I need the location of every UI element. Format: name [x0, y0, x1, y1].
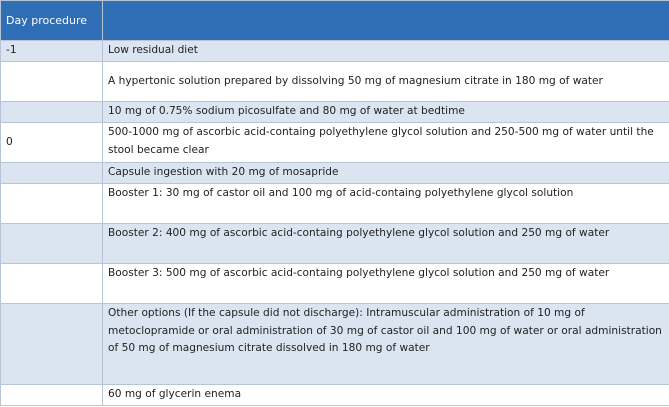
day-cell	[1, 184, 103, 224]
day-cell: -1	[1, 41, 103, 62]
table-row	[1, 41, 669, 62]
day-cell	[1, 264, 103, 304]
procedure-cell: A hypertonic solution prepared by dissolving 50 mg of magnesium citrate in 180 mg of water	[103, 62, 669, 102]
table-row	[1, 62, 669, 102]
header-row	[1, 1, 669, 41]
procedure-cell: Booster 1: 30 mg of castor oil and 100 mg of acid-containg polyethylene glycol solution	[103, 184, 669, 224]
day-cell	[1, 224, 103, 264]
day-cell	[1, 62, 103, 102]
procedure-cell: 60 mg of glycerin enema	[103, 385, 669, 406]
procedure-cell: Capsule ingestion with 20 mg of mosapride	[103, 163, 669, 184]
header-description	[103, 1, 669, 41]
procedure-cell: 500-1000 mg of ascorbic acid-containg polyethylene glycol solution and 250-500 mg of water until the stool became clear	[103, 123, 669, 163]
procedure-cell: Other options (If the capsule did not discharge): Intramuscular administration of 10 mg of metoclopramide or oral administration of 30 mg of castor oil and 100 mg of water or oral administration of 50 mg of magnesium citrate dissolved in 180 mg of water	[103, 304, 669, 385]
procedure-cell: Booster 3: 500 mg of ascorbic acid-containg polyethylene glycol solution and 250 mg of water	[103, 264, 669, 304]
day-cell	[1, 385, 103, 406]
table-row	[1, 163, 669, 184]
table-row	[1, 102, 669, 123]
day-cell: 0	[1, 123, 103, 163]
table-row	[1, 304, 669, 385]
table-row	[1, 123, 669, 163]
header-day-procedure: Day procedure	[1, 1, 103, 41]
procedure-cell: Low residual diet	[103, 41, 669, 62]
table-row	[1, 385, 669, 406]
day-cell	[1, 102, 103, 123]
day-cell	[1, 163, 103, 184]
table-row	[1, 264, 669, 304]
table-row	[1, 224, 669, 264]
procedure-cell: 10 mg of 0.75% sodium picosulfate and 80 mg of water at bedtime	[103, 102, 669, 123]
table-row	[1, 184, 669, 224]
day-cell	[1, 304, 103, 385]
procedure-cell: Booster 2: 400 mg of ascorbic acid-containg polyethylene glycol solution and 250 mg of water	[103, 224, 669, 264]
